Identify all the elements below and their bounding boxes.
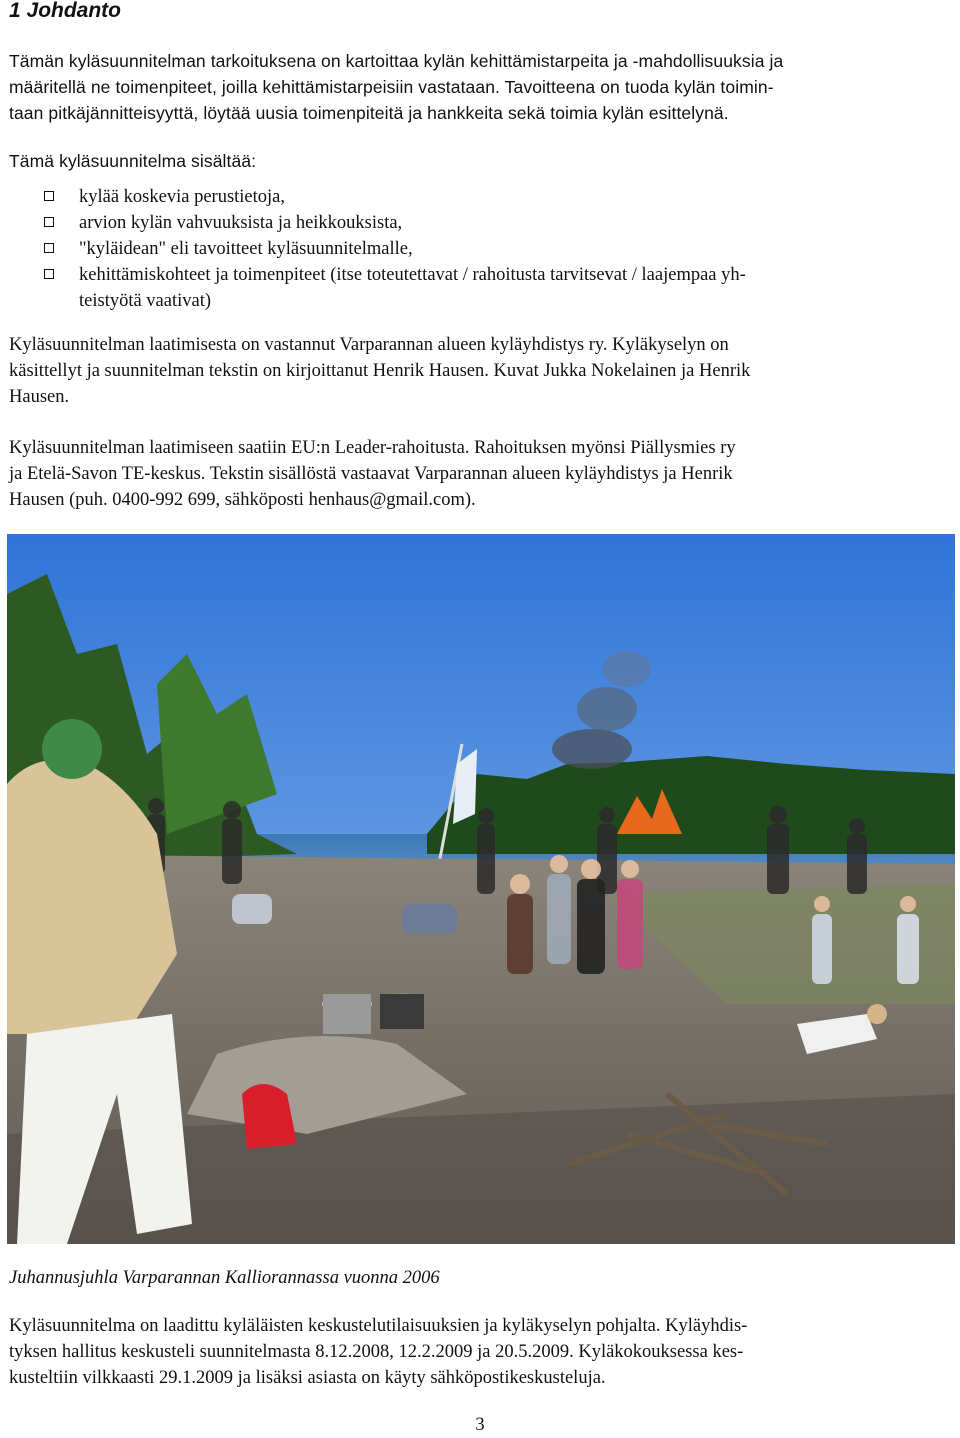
intro-line: Tämän kyläsuunnitelman tarkoituksena on kartoittaa kylän kehittämistarpeita ja -mahdollisuuksia ja bbox=[9, 51, 784, 71]
intro-line: taan pitkäjännitteisyyttä, löytää uusia toimenpiteitä ja hankkeita sekä toimia kylän esittelynä. bbox=[9, 103, 729, 123]
list-item: arvion kylän vahvuuksista ja heikkouksista, bbox=[9, 210, 955, 236]
closing-paragraph bbox=[9, 1313, 955, 1391]
checkbox-bullet-icon bbox=[44, 217, 54, 227]
funding-paragraph bbox=[9, 435, 955, 513]
checkbox-bullet-icon bbox=[44, 243, 54, 253]
funding-line: Hausen (puh. 0400-992 699, sähköposti henhaus@gmail.com). bbox=[9, 490, 476, 510]
funding-line: Kyläsuunnitelman laatimiseen saatiin EU:n Leader-rahoitusta. Rahoituksen myönsi Piällysmies ry bbox=[9, 438, 736, 458]
intro-line: määritellä ne toimenpiteet, joilla kehittämistarpeisiin vastataan. Tavoitteena on tuoda kylän toimin- bbox=[9, 77, 774, 97]
checkbox-bullet-icon bbox=[44, 191, 54, 201]
contents-list bbox=[9, 184, 955, 314]
intro-paragraph bbox=[9, 48, 955, 126]
list-item-continuation: teistyötä vaativat) bbox=[79, 291, 212, 311]
authorship-line: käsittellyt ja suunnitelman tekstin on kirjoittanut Henrik Hausen. Kuvat Jukka Nokelainen ja Henrik bbox=[9, 361, 751, 381]
list-item: kehittämiskohteet ja toimenpiteet (itse toteutettavat / rahoitusta tarvitsevat / laajempaa yh- bbox=[9, 262, 955, 288]
closing-line: tyksen hallitus keskusteli suunnitelmasta 8.12.2008, 12.2.2009 ja 20.5.2009. Kyläkokouksessa kes- bbox=[9, 1342, 744, 1362]
chapter-heading: 1 Johdanto bbox=[9, 0, 122, 22]
photo-caption: Juhannusjuhla Varparannan Kalliorannassa vuonna 2006 bbox=[9, 1268, 440, 1288]
closing-line: Kyläsuunnitelma on laadittu kyläläisten keskustelutilaisuuksien ja kyläkyselyn pohjalta. Kyläyhdis- bbox=[9, 1316, 748, 1336]
authorship-line: Kyläsuunnitelman laatimisesta on vastannut Varparannan alueen kyläyhdistys ry. Kyläkyselyn on bbox=[9, 335, 729, 355]
list-item: "kyläidean" eli tavoitteet kyläsuunnitelmalle, bbox=[9, 236, 955, 262]
page-number: 3 bbox=[475, 1415, 485, 1435]
funding-line: ja Etelä-Savon TE-keskus. Tekstin sisällöstä vastaavat Varparannan alueen kyläyhdistys ja Henrik bbox=[9, 464, 733, 484]
checkbox-bullet-icon bbox=[44, 269, 54, 279]
contents-intro: Tämä kyläsuunnitelma sisältää: bbox=[9, 151, 257, 171]
midsummer-photo bbox=[7, 534, 955, 1244]
authorship-line: Hausen. bbox=[9, 387, 70, 407]
closing-line: kusteltiin vilkkaasti 29.1.2009 ja lisäksi asiasta on käyty sähköpostikeskusteluja. bbox=[9, 1368, 606, 1388]
authorship-paragraph bbox=[9, 332, 955, 410]
list-item: kylää koskevia perustietoja, bbox=[9, 184, 955, 210]
